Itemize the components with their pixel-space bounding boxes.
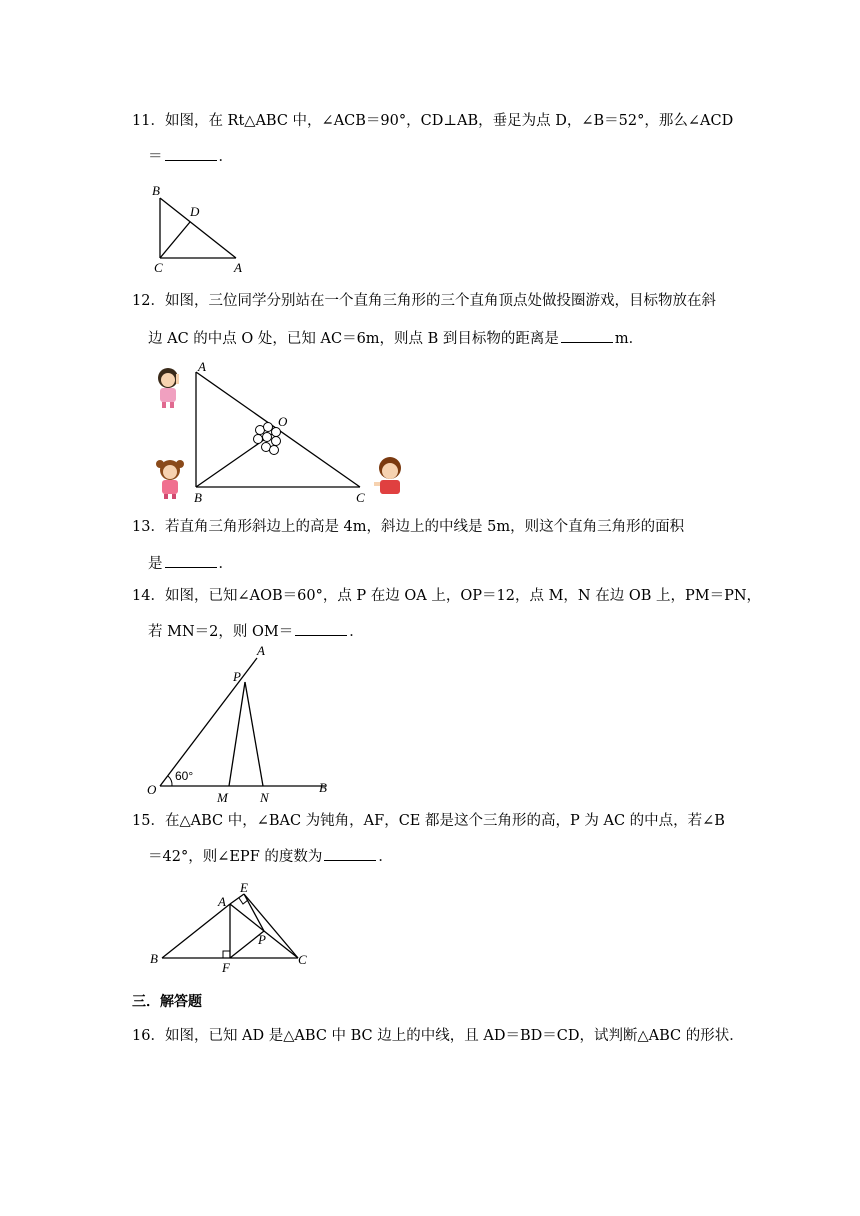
q15-figure bbox=[148, 876, 328, 976]
q13-text: 若直角三角形斜边上的高是 4m，斜边上的中线是 5m，则这个直角三角形的面积 bbox=[164, 519, 685, 535]
q15-answer-blank[interactable] bbox=[324, 846, 376, 861]
q15-label-a: A bbox=[218, 894, 226, 909]
q15-text: 在△ABC 中，∠BAC 为钝角，AF，CE 都是这个三角形的高，P 为 AC 的中点，若∠B bbox=[164, 813, 725, 829]
q14-line1 bbox=[132, 587, 761, 605]
q15-label-c: C bbox=[298, 952, 307, 967]
q12-rings-icon bbox=[254, 423, 281, 455]
q11-line1 bbox=[132, 112, 733, 130]
q12-label-b: B bbox=[194, 490, 202, 505]
q15-number: 15． bbox=[132, 813, 165, 829]
q14-line2 bbox=[148, 621, 364, 641]
boy-c-icon bbox=[374, 457, 401, 494]
q11-line2 bbox=[148, 146, 233, 166]
q11-number: 11． bbox=[132, 113, 165, 129]
q15-right-angle-f bbox=[223, 951, 230, 958]
q14-figure bbox=[145, 644, 355, 804]
q15-line2-pre: ＝42°，则∠EPF 的度数为 bbox=[148, 849, 323, 865]
q12-line2-post: m． bbox=[614, 331, 644, 347]
q11-label-a: A bbox=[234, 260, 242, 275]
q14-label-m: M bbox=[217, 790, 228, 805]
q14-line2-pre: 若 MN＝2，则 OM＝ bbox=[148, 624, 294, 640]
q15-line1 bbox=[132, 812, 725, 830]
q14-ray-oa bbox=[160, 658, 257, 786]
q14-segment-pn bbox=[245, 682, 263, 786]
q16-number: 16． bbox=[132, 1028, 165, 1044]
q12-figure bbox=[148, 358, 418, 508]
q15-line2 bbox=[148, 846, 393, 866]
q11-line2-post: ． bbox=[218, 149, 233, 165]
q15-label-e: E bbox=[240, 880, 248, 895]
q14-angle-label: 60° bbox=[175, 769, 194, 783]
q11-segment-cd bbox=[160, 222, 190, 258]
q13-line1 bbox=[132, 518, 684, 536]
q15-segment-ep bbox=[244, 894, 264, 931]
q11-label-d: D bbox=[190, 204, 200, 219]
q12-line2-pre: 边 AC 的中点 O 处，已知 AC＝6m，则点 B 到目标物的距离是 bbox=[148, 331, 559, 347]
girl-a-icon bbox=[158, 368, 179, 408]
q15-side-ba bbox=[162, 904, 230, 958]
q14-number: 14． bbox=[132, 588, 165, 604]
q13-line2-post: ． bbox=[218, 556, 233, 572]
section-title: 三．解答题 bbox=[132, 994, 202, 1010]
q12-answer-blank[interactable] bbox=[561, 328, 613, 343]
q12-line1 bbox=[132, 292, 716, 310]
q14-segment-pm bbox=[229, 682, 245, 786]
q11-text: 如图，在 Rt△ABC 中，∠ACB＝90°，CD⊥AB，垂足为点 D，∠B＝52°，那么∠ACD bbox=[164, 113, 734, 129]
q11-label-b: B bbox=[152, 183, 160, 198]
q16-line bbox=[132, 1027, 744, 1045]
q11-answer-blank[interactable] bbox=[165, 146, 217, 161]
q14-label-b: B bbox=[319, 780, 327, 795]
q12-line2 bbox=[148, 328, 643, 348]
q14-label-n: N bbox=[260, 790, 269, 805]
q15-label-p: P bbox=[258, 932, 266, 947]
q11-figure bbox=[148, 184, 268, 274]
q12-text: 如图，三位同学分别站在一个直角三角形的三个直角顶点处做投圈游戏，目标物放在斜 bbox=[164, 293, 716, 309]
q14-label-o: O bbox=[147, 782, 157, 797]
q14-line2-post: ． bbox=[349, 624, 364, 640]
q12-label-o: O bbox=[278, 414, 288, 429]
q12-label-c: C bbox=[356, 490, 365, 505]
q15-label-f: F bbox=[222, 960, 230, 975]
q12-label-a: A bbox=[198, 359, 206, 374]
q15-line2-post: ． bbox=[378, 849, 393, 865]
q13-line2-pre: 是 bbox=[148, 556, 163, 572]
q12-number: 12． bbox=[132, 293, 165, 309]
q14-label-p: P bbox=[233, 669, 241, 684]
q15-label-b: B bbox=[150, 951, 158, 966]
q14-angle-arc bbox=[168, 776, 172, 786]
q14-label-a: A bbox=[257, 643, 265, 658]
q16-text: 如图，已知 AD 是△ABC 中 BC 边上的中线，且 AD＝BD＝CD，试判断△ABC 的形状． bbox=[164, 1028, 744, 1044]
q13-line2 bbox=[148, 553, 233, 573]
girl-b-icon bbox=[156, 460, 184, 499]
q15-altitude-ce bbox=[244, 894, 298, 958]
q11-line2-pre: ＝ bbox=[148, 149, 163, 165]
q14-text: 如图，已知∠AOB＝60°，点 P 在边 OA 上，OP＝12，点 M，N 在边 OB 上，PM＝PN， bbox=[164, 588, 762, 604]
q13-answer-blank[interactable] bbox=[165, 553, 217, 568]
q13-number: 13． bbox=[132, 519, 165, 535]
q14-answer-blank[interactable] bbox=[295, 621, 347, 636]
q11-label-c: C bbox=[154, 260, 163, 275]
